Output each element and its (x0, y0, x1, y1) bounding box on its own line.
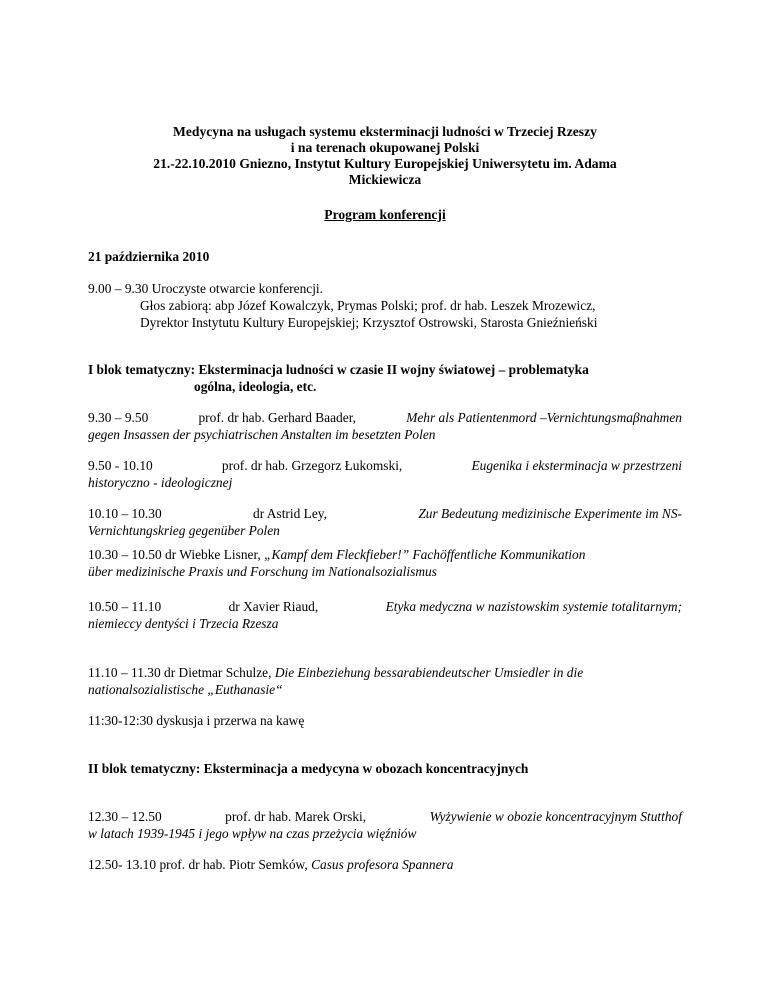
talk-item (88, 808, 682, 842)
talk-time: 12.30 – 12.50 (88, 809, 162, 824)
talk-title: Die Einbeziehung bessarabiendeutscher Umsiedler in die (274, 665, 584, 680)
day-date: 21 października 2010 (88, 249, 210, 264)
talk-line-1 (88, 409, 682, 426)
talk-line-1 (88, 457, 682, 474)
talk-time: 10.30 – 10.50 (88, 547, 162, 562)
talk-title-cont: gegen Insassen der psychiatrischen Anstalten im besetzten Polen (88, 427, 436, 442)
block-1-heading-line-2: ogólna, ideologia, etc. (194, 379, 317, 394)
talk-title-cont: nationalsozialistische „Euthanasie“ (88, 682, 283, 697)
block-1-heading-line-1: I blok tematyczny: Eksterminacja ludności w czasie II wojny światowej – problematyka (88, 362, 589, 377)
talk-item (88, 505, 682, 539)
block-2-heading-line-1: II blok tematyczny: Eksterminacja a medycyna w obozach koncentracyjnych (88, 761, 529, 776)
talk-item (88, 546, 682, 580)
talk-speaker: prof. dr hab. Piotr Semków, (159, 857, 308, 872)
talk-speaker: dr Dietmar Schulze, (164, 665, 272, 680)
talk-title: Eugenika i eksterminacja w przestrzeni (471, 458, 682, 473)
talk-speaker: dr Xavier Riaud, (228, 599, 319, 614)
talk-title: Mehr als Patientenmord –Vernichtungsmaβnahmen (406, 410, 682, 425)
talk-speaker: dr Wiebke Lisner, (165, 547, 261, 562)
talk-line-1 (88, 808, 682, 825)
talk-time: 11.10 – 11.30 (88, 665, 161, 680)
talk-title: Etyka medyczna w nazistowskim systemie totalitarnym; (385, 599, 682, 614)
title-line-3: 21.-22.10.2010 Gniezno, Instytut Kultury Europejskiej Uniwersytetu im. Adama (153, 156, 617, 171)
talk-line-1 (88, 546, 682, 563)
talk-time: 12.50- 13.10 (88, 857, 157, 872)
opening-line-1: 9.00 – 9.30 Uroczyste otwarcie konferencji. (88, 281, 323, 296)
talk-title: Casus profesora Spannera (311, 857, 454, 872)
talk-time: 9.30 – 9.50 (88, 410, 149, 425)
talk-title: Wyżywienie w obozie koncentracyjnym Stutthof (429, 809, 682, 824)
talk-title-cont: niemieccy dentyści i Trzecia Rzesza (88, 616, 279, 631)
title-line-2: i na terenach okupowanej Polski (290, 140, 480, 155)
talk-line-1 (88, 505, 682, 522)
talk-title: Zur Bedeutung medizinische Experimente im NS- (418, 506, 682, 521)
talk-item (88, 457, 682, 491)
talk-speaker: dr Astrid Ley, (253, 506, 327, 521)
document-page (88, 0, 682, 994)
talk-speaker: prof. dr hab. Gerhard Baader, (198, 410, 356, 425)
block-1-heading (88, 361, 682, 395)
talk-title-cont: über medizinische Praxis und Forschung im Nationalsozialismus (88, 564, 437, 579)
talk-time: 10.10 – 10.30 (88, 506, 162, 521)
talk-item (88, 856, 682, 873)
talk-item (88, 664, 682, 698)
talk-speaker: prof. dr hab. Grzegorz Łukomski, (221, 458, 403, 473)
talk-line-1 (88, 664, 682, 681)
talk-title: „Kampf dem Fleckfieber!” Fachöffentliche Kommunikation (264, 547, 586, 562)
talk-title-cont: Vernichtungskrieg gegenüber Polen (88, 523, 280, 538)
talk-item (88, 409, 682, 443)
title-line-4: Mickiewicza (348, 172, 422, 187)
talk-time: 10.50 – 11.10 (88, 599, 162, 614)
block-2-heading (88, 760, 682, 777)
talk-speaker: prof. dr hab. Marek Orski, (225, 809, 367, 824)
talk-speaker-fragment-1 (198, 409, 355, 426)
talk-title-cont: w latach 1939-1945 i jego wpływ na czas przeżycia więźniów (88, 826, 417, 841)
talk-line-1 (88, 598, 682, 615)
opening-session (88, 280, 682, 331)
talk-line-1 (88, 856, 682, 873)
talk-item (88, 598, 682, 632)
opening-line-3: Dyrektor Instytutu Kultury Europejskiej; Krzysztof Ostrowski, Starosta Gnieźnieński (140, 315, 598, 330)
coffee-break: 11:30-12:30 dyskusja i przerwa na kawę (88, 713, 305, 728)
talk-title-cont: historyczno - ideologicznej (88, 475, 233, 490)
opening-line-2: Głos zabiorą: abp Józef Kowalczyk, Prymas Polski; prof. dr hab. Leszek Mrozewicz, (140, 298, 596, 313)
program-heading: Program konferencji (324, 207, 446, 222)
title-line-1: Medycyna na usługach systemu eksterminacji ludności w Trzeciej Rzeszy (173, 124, 597, 139)
talk-time: 9.50 - 10.10 (88, 458, 153, 473)
conference-title (88, 124, 682, 188)
